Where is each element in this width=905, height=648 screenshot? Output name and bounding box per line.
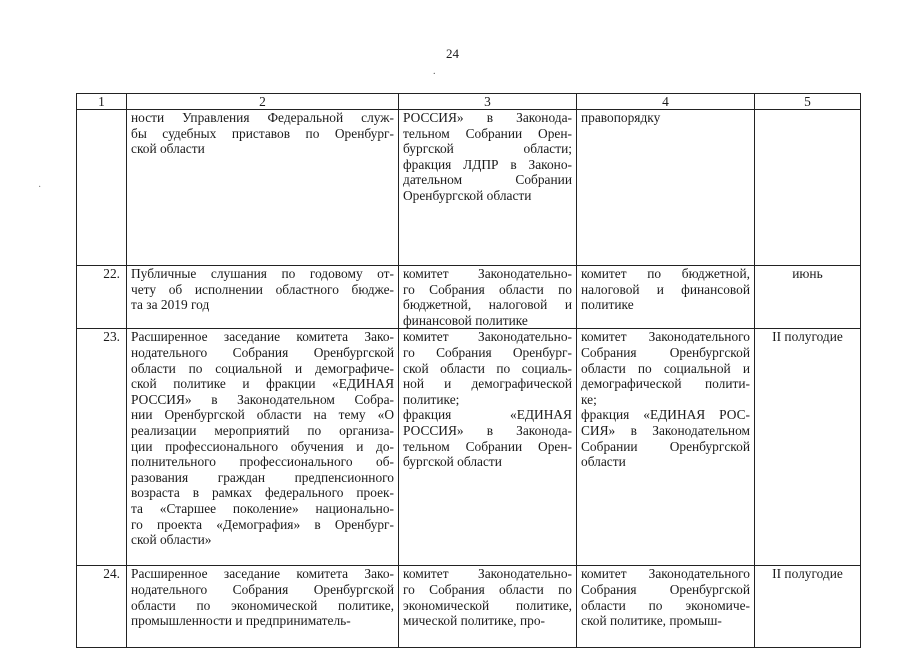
organizers-line: го Собрания области по — [403, 581, 572, 597]
organizers-line: дательном Собрании — [403, 172, 572, 188]
organizers-line: бюджетной, налоговой и — [403, 297, 572, 313]
responsible-line: комитет Законодательного — [581, 566, 750, 582]
organizers-line: мической политике, про- — [403, 613, 546, 629]
table-row — [77, 110, 861, 266]
responsible-line: области — [581, 454, 626, 470]
table-row — [77, 329, 861, 566]
table-row — [77, 566, 861, 648]
organizers-cell — [399, 566, 577, 648]
organizers-line: го Собрания Оренбург- — [403, 344, 572, 360]
responsible-line: ке; — [581, 391, 597, 407]
organizers-line: фракция «ЕДИНАЯ — [403, 407, 572, 423]
event-line: нии Оренбургской области на тему «О — [131, 407, 394, 423]
responsible-cell — [577, 266, 755, 329]
organizers-line: тельном Собрании Орен- — [403, 438, 572, 454]
event-cell — [127, 266, 399, 329]
organizers-line: го Собрания области по — [403, 281, 572, 297]
responsible-line: Собрания Оренбургской — [581, 581, 750, 597]
organizers-line: финансовой политике — [403, 312, 528, 328]
term-cell — [755, 110, 861, 266]
responsible-line: области по социальной и — [581, 360, 750, 376]
responsible-line: Собрания Оренбургской — [581, 344, 750, 360]
scan-speck: · — [38, 182, 42, 193]
organizers-line: РОССИЯ» в Законода- — [403, 110, 572, 125]
responsible-line: политике — [581, 297, 634, 313]
event-line: ской области» — [131, 532, 212, 548]
organizers-line: экономической политике, — [403, 597, 572, 613]
row-number: 24. — [77, 566, 127, 648]
responsible-line: комитет по бюджетной, — [581, 266, 750, 281]
responsible-line: демографической полити- — [581, 376, 750, 392]
responsible-line: фракция «ЕДИНАЯ РОС- — [581, 407, 750, 423]
table-header-row — [77, 94, 861, 110]
event-line: Расширенное заседание комитета Зако- — [131, 329, 394, 345]
event-line: разования граждан предпенсионного — [131, 469, 394, 485]
event-line: промышленности и предприниматель- — [131, 613, 351, 629]
organizers-cell — [399, 110, 577, 266]
page-number: 24 — [446, 46, 459, 61]
responsible-line: СИЯ» в Законодательном — [581, 422, 750, 438]
event-line: Расширенное заседание комитета Зако- — [131, 566, 394, 582]
event-cell — [127, 110, 399, 266]
event-line: области по экономической политике, — [131, 597, 394, 613]
event-line: РОССИЯ» в Законодательном Собра- — [131, 391, 394, 407]
column-header-1: 1 — [77, 94, 127, 110]
event-line: ской политике и фракции «ЕДИНАЯ — [131, 376, 394, 392]
event-line: возраста в рамках федерального проек- — [131, 485, 394, 501]
event-line: та «Старшее поколение» национально- — [131, 500, 394, 516]
responsible-cell — [577, 329, 755, 566]
row-number: 23. — [77, 329, 127, 566]
responsible-line: комитет Законодательного — [581, 329, 750, 345]
organizers-line: Оренбургской области — [403, 187, 532, 203]
organizers-line: бургской области — [403, 454, 502, 470]
organizers-line: РОССИЯ» в Законода- — [403, 422, 572, 438]
event-cell — [127, 566, 399, 648]
column-header-2: 2 — [127, 94, 399, 110]
event-line: области по социальной и демографиче- — [131, 360, 394, 376]
event-line: бы судебных приставов по Оренбург- — [131, 125, 394, 141]
organizers-line: бургской области; — [403, 141, 572, 157]
event-line: ской области — [131, 141, 205, 157]
event-cell — [127, 329, 399, 566]
event-line: го проекта «Демография» в Оренбург- — [131, 516, 394, 532]
organizers-line: ной и демографической — [403, 376, 572, 392]
organizers-cell — [399, 266, 577, 329]
term-cell: июнь — [755, 266, 861, 329]
event-line: чету об исполнении областного бюдже- — [131, 281, 394, 297]
event-line: нодательного Собрания Оренбургской — [131, 344, 394, 360]
event-line: нодательного Собрания Оренбургской — [131, 581, 394, 597]
event-line: Публичные слушания по годовому от- — [131, 266, 394, 281]
event-line: ции профессионального обучения и до- — [131, 438, 394, 454]
organizers-line: комитет Законодательно- — [403, 566, 572, 582]
organizers-line: ской области по социаль- — [403, 360, 572, 376]
organizers-line: фракция ЛДПР в Законо- — [403, 156, 572, 172]
event-line: полнительного профессионального об- — [131, 454, 394, 470]
responsible-line: налоговой и финансовой — [581, 281, 750, 297]
scan-speck: . — [433, 66, 436, 77]
responsible-line: ской политике, промыш- — [581, 613, 722, 629]
organizers-cell — [399, 329, 577, 566]
plan-table — [76, 93, 861, 648]
organizers-line: комитет Законодательно- — [403, 266, 572, 281]
event-line: ности Управления Федеральной служ- — [131, 110, 394, 125]
responsible-cell — [577, 110, 755, 266]
event-line: реализации мероприятий по организа- — [131, 422, 394, 438]
term-cell: II полугодие — [755, 566, 861, 648]
column-header-3: 3 — [399, 94, 577, 110]
row-number: 22. — [77, 266, 127, 329]
organizers-line: политике; — [403, 391, 460, 407]
organizers-line: комитет Законодательно- — [403, 329, 572, 345]
responsible-cell — [577, 566, 755, 648]
event-line: та за 2019 год — [131, 297, 210, 313]
responsible-line: Собрании Оренбургской — [581, 438, 750, 454]
column-header-5: 5 — [755, 94, 861, 110]
responsible-line: правопорядку — [581, 110, 661, 125]
row-number — [77, 110, 127, 266]
term-cell: II полугодие — [755, 329, 861, 566]
table-row — [77, 266, 861, 329]
organizers-line: тельном Собрании Орен- — [403, 125, 572, 141]
responsible-line: области по экономиче- — [581, 597, 750, 613]
column-header-4: 4 — [577, 94, 755, 110]
